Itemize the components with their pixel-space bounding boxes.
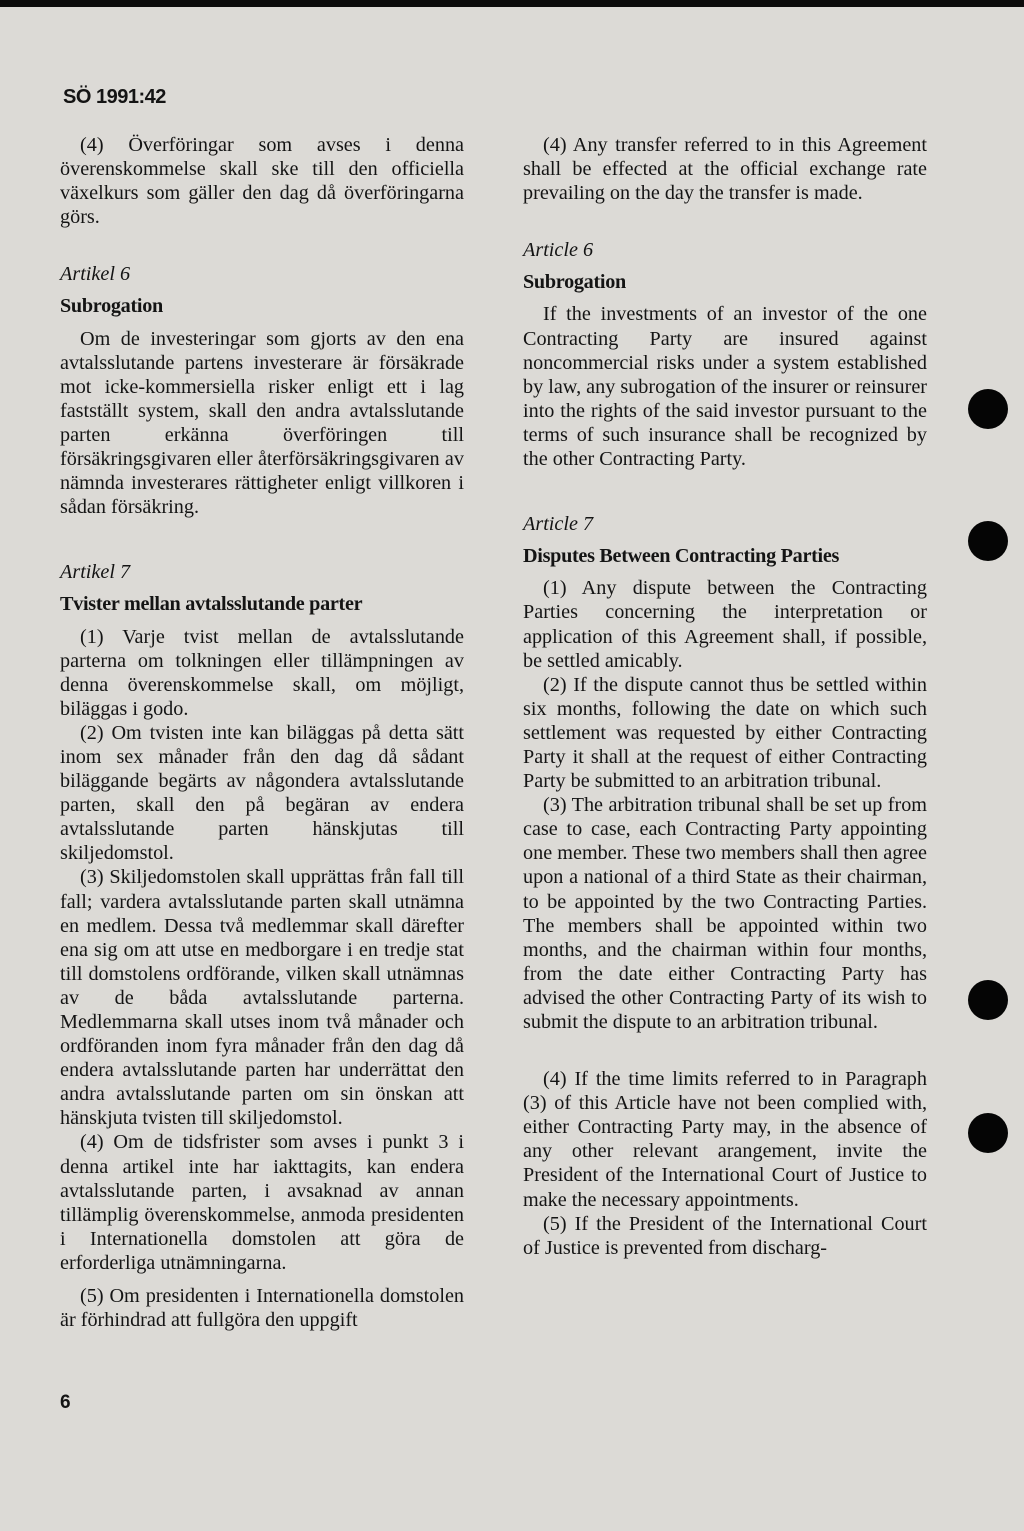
english-article-7-heading: Disputes Between Contracting Parties [523, 545, 840, 568]
binder-hole-4 [968, 1113, 1008, 1153]
english-art7-paragraph-3: (3) The arbitration tribunal shall be set up from case to case, each Contracting Party appointing one member. These two members shall then agree upon a national of a third State as their chairman, to be appointed by the two Contracting Parties. The members shall be appointed within two months, and the chairman within four months, from the date either Contracting Party has advised the other Contracting Party of its wish to submit the dispute to an arbitration tribunal. [523, 794, 927, 1033]
binder-hole-3 [968, 980, 1008, 1020]
page-number: 6 [60, 1392, 71, 1413]
swedish-art7-paragraph-2: (2) Om tvisten inte kan biläggas på detta sätt inom sex månader från den dag då sådant biläggande begärts av någondera avtalsslutande parten, skall den på begäran av endera avtalsslutande parten hänskjutas till skiljedomstol. [60, 721, 464, 865]
english-art7-paragraph-2: (2) If the dispute cannot thus be settled within six months, following the date on which such settlement was requested by either Contracting Party it shall at the request of either Contracting Party be submitted to an arbitration tribunal. [523, 673, 927, 793]
english-article-6-heading: Subrogation [523, 271, 626, 294]
english-art7-paragraph-4: (4) If the time limits referred to in Paragraph (3) of this Article have not been complied with, either Contracting Party may, in the absence of any other relevant arangement, invite the President of the International Court of Justice to make the necessary appointments. [523, 1068, 927, 1211]
swedish-article-7-heading: Tvister mellan avtalsslutande parter [60, 593, 363, 616]
english-article-6-text: If the investments of an investor of the one Contracting Party are insured against noncommercial risks under a system established by law, any subrogation of the insurer or reinsurer into the rights of the said investor pursuant to the terms of such insurance shall be recognized by the other Contracting Party. [523, 303, 928, 471]
swedish-article-6-heading: Subrogation [60, 295, 163, 318]
document-reference: SÖ 1991:42 [63, 86, 166, 108]
swedish-article-6-text: Om de investeringar som gjorts av den ena avtalsslutande partens investerare är försäkrade mot icke-kommersiella risker enligt ett i lag fastställt system, skall den andra avtalsslutande parten erkänna överföringen till försäkringsgivaren eller återförsäkringsgivaren av nämnda investerares rättigheter enligt villkoren i sådan försäkring. [60, 327, 464, 519]
scan-top-border [0, 0, 1024, 7]
binder-hole-1 [968, 389, 1008, 429]
english-article-7-label: Article 7 [523, 513, 594, 536]
english-column [523, 133, 927, 1260]
binder-hole-2 [968, 521, 1008, 561]
swedish-column [60, 133, 464, 1332]
swedish-article-6-label: Artikel 6 [60, 263, 131, 286]
swedish-article-7-label: Artikel 7 [60, 561, 131, 584]
swedish-art7-paragraph-1: (1) Varje tvist mellan de avtalsslutande parterna om tolkningen eller tillämpningen av denna överenskommelse skall, om möjligt, biläggas i godo. [60, 625, 464, 720]
swedish-art7-paragraph-3: (3) Skiljedomstolen skall upprättas från fall till fall; vardera avtalsslutande parten skall utnämna en medlem. Dessa två medlemmar skall därefter ena sig om att utse en medborgare i en tredje stat till domstolens ordförande, vilken skall utnämnas av de båda avtalsslutande parterna. Medlemmarna skall utses inom två månader och ordföranden inom fyra månader från den dag då endera avtalsslutande parten har underrättat den andra avtalsslutande parten om sin önskan att hänskjuta tvisten till skiljedomstol. [60, 866, 464, 1130]
english-art7-paragraph-1: (1) Any dispute between the Contracting Parties concerning the interpretation or application of this Agreement shall, if possible, be settled amicably. [523, 577, 927, 672]
swedish-art5-paragraph-4: (4) Överföringar som avses i denna överenskommelse skall ske till den officiella växelkurs som gäller den dag då överföringarna görs. [60, 134, 464, 229]
swedish-art7-paragraph-5: (5) Om presidenten i Internationella domstolen är förhindrad att fullgöra den uppgift [60, 1285, 464, 1332]
swedish-art7-paragraph-4: (4) Om de tidsfrister som avses i punkt 3 i denna artikel inte har iakttagits, kan endera avtalsslutande parten, i avsaknad av annan tillämplig överenskommelse, anmoda presidenten i Internationella domstolen att göra de erforderliga utnämningarna. [60, 1131, 464, 1274]
english-art5-paragraph-4: (4) Any transfer referred to in this Agreement shall be effected at the official exchange rate prevailing on the day the transfer is made. [523, 134, 927, 205]
english-article-6-label: Article 6 [523, 239, 594, 262]
english-art7-paragraph-5: (5) If the President of the International Court of Justice is prevented from discharg- [523, 1212, 927, 1259]
